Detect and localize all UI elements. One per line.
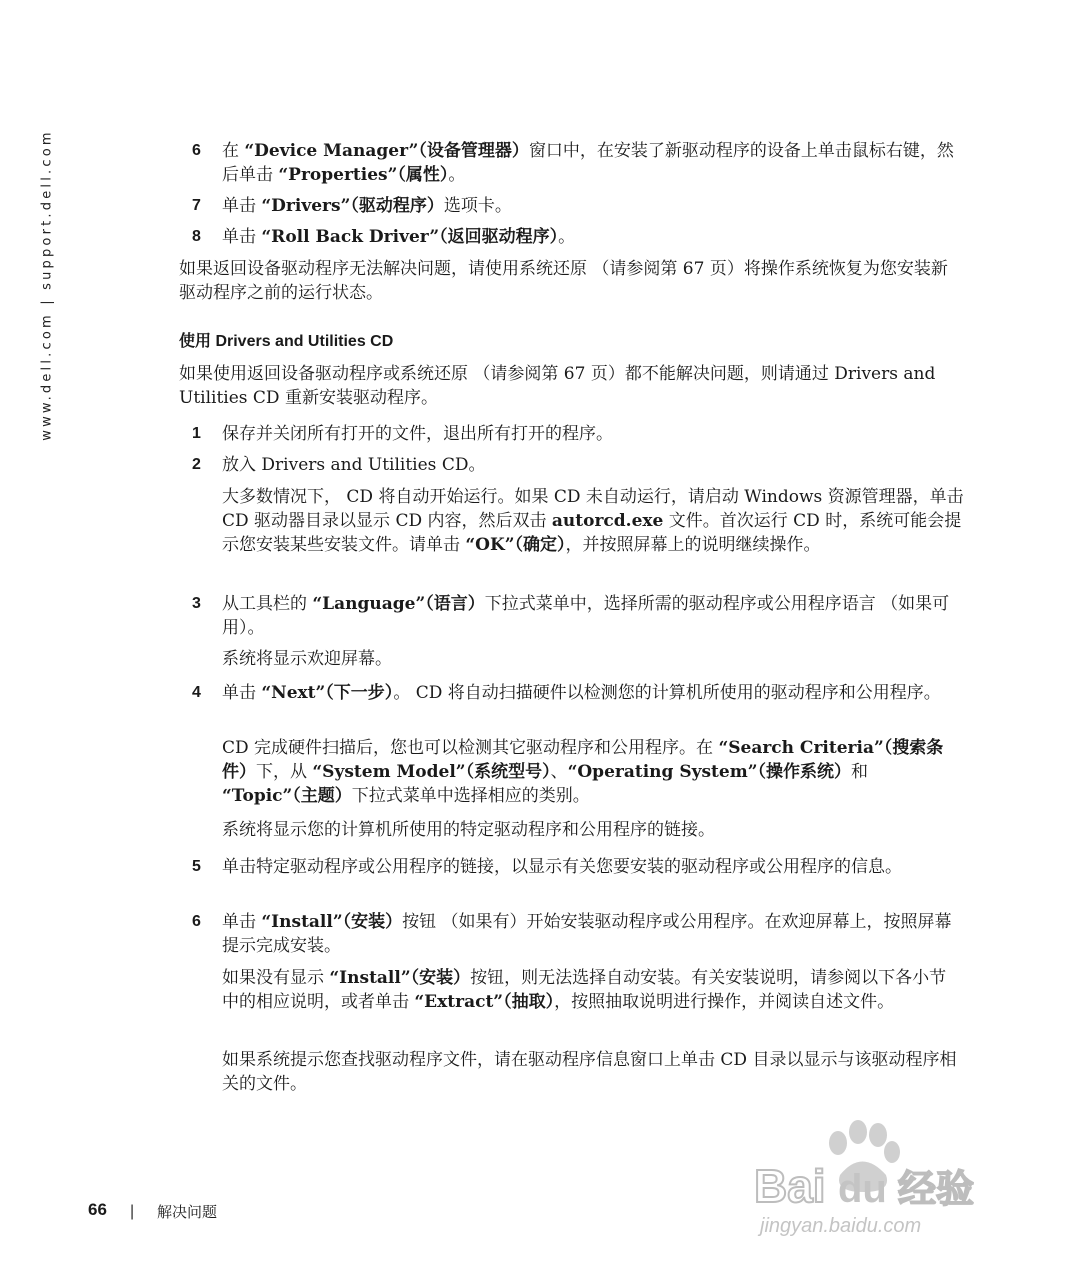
sidebar-url: www.dell.com | support.dell.com [39, 129, 55, 441]
step-4-note: CD 完成硬件扫描后，您也可以检测其它驱动程序和公用程序。在 “Search Criteria”（搜索条件）下，从 “System Model”（系统型号）、“Operating System”（操作系统）和 “Topic”（主题）下拉式菜单中选择相应的类别。 [222, 738, 944, 806]
chapter-title: 解决问题 [157, 1203, 218, 1221]
step-6b-note-2: 如果系统提示您查找驱动程序文件，请在驱动程序信息窗口上单击 CD 目录以显示与该驱动程序相关的文件。 [222, 1050, 957, 1094]
baidu-watermark [740, 1120, 1010, 1250]
step-3-text: 从工具栏的 “Language”（语言）下拉式菜单中，选择所需的驱动程序或公用程序语言 （如果可用）。 [222, 594, 950, 638]
step-number: 6 [192, 142, 201, 159]
step-2-text: 放入 Drivers and Utilities CD。 [222, 455, 486, 475]
watermark-brand-c: 经验 [898, 1167, 975, 1211]
step-number: 1 [192, 425, 201, 442]
step-2-note: 大多数情况下， CD 将自动开始运行。如果 CD 未自动运行，请启动 Windows 资源管理器，单击 CD 驱动器目录以显示 CD 内容，然后双击 autorcd.exe 文件。首次运行 CD 时，系统可能会提示您安装某些安装文件。请单击 “OK”（确定），并按照屏幕上的说明继续操作。 [222, 487, 964, 555]
step-number: 8 [192, 228, 201, 245]
watermark-brand-b: du [838, 1167, 887, 1211]
step-number: 3 [192, 595, 201, 612]
watermark-url: jingyan.baidu.com [760, 1215, 922, 1237]
section-heading: 使用 Drivers and Utilities CD [179, 333, 394, 350]
step-number: 2 [192, 456, 201, 473]
step-number: 7 [192, 197, 201, 214]
step-6b-note: 如果没有显示 “Install”（安装）按钮，则无法选择自动安装。有关安装说明，请参阅以下各小节中的相应说明，或者单击 “Extract”（抽取），按照抽取说明进行操作，并阅读自述文件。 [222, 968, 947, 1012]
step-number: 5 [192, 858, 201, 875]
step-3-note: 系统将显示欢迎屏幕。 [222, 649, 392, 669]
watermark-brand-a: Bai [754, 1160, 826, 1212]
step-6b-text: 单击 “Install”（安装）按钮 （如果有）开始安装驱动程序或公用程序。在欢迎屏幕上，按照屏幕提示完成安装。 [222, 912, 952, 956]
rollback-paragraph: 如果返回设备驱动程序无法解决问题，请使用系统还原 （请参阅第 67 页）将操作系统恢复为您安装新驱动程序之前的运行状态。 [179, 259, 948, 303]
step-1-text: 保存并关闭所有打开的文件，退出所有打开的程序。 [222, 424, 613, 444]
step-number: 4 [192, 684, 201, 701]
footer-separator: | [130, 1203, 135, 1220]
step-7-text: 单击 “Drivers”（驱动程序）选项卡。 [222, 196, 512, 216]
page-number: 66 [88, 1200, 107, 1219]
step-4-text: 单击 “Next”（下一步）。 CD 将自动扫描硬件以检测您的计算机所使用的驱动程序和公用程序。 [222, 683, 941, 703]
step-4-note-2: 系统将显示您的计算机所使用的特定驱动程序和公用程序的链接。 [222, 820, 715, 840]
step-5-text: 单击特定驱动程序或公用程序的链接，以显示有关您要安装的驱动程序或公用程序的信息。 [222, 857, 902, 877]
section-intro: 如果使用返回设备驱动程序或系统还原 （请参阅第 67 页）都不能解决问题，则请通过 Drivers and Utilities CD 重新安装驱动程序。 [179, 364, 936, 408]
step-number: 6 [192, 913, 201, 930]
step-8-text: 单击 “Roll Back Driver”（返回驱动程序）。 [222, 227, 576, 247]
step-6-text: 在 “Device Manager”（设备管理器）窗口中，在安装了新驱动程序的设备上单击鼠标右键，然后单击 “Properties”（属性）。 [222, 141, 954, 185]
